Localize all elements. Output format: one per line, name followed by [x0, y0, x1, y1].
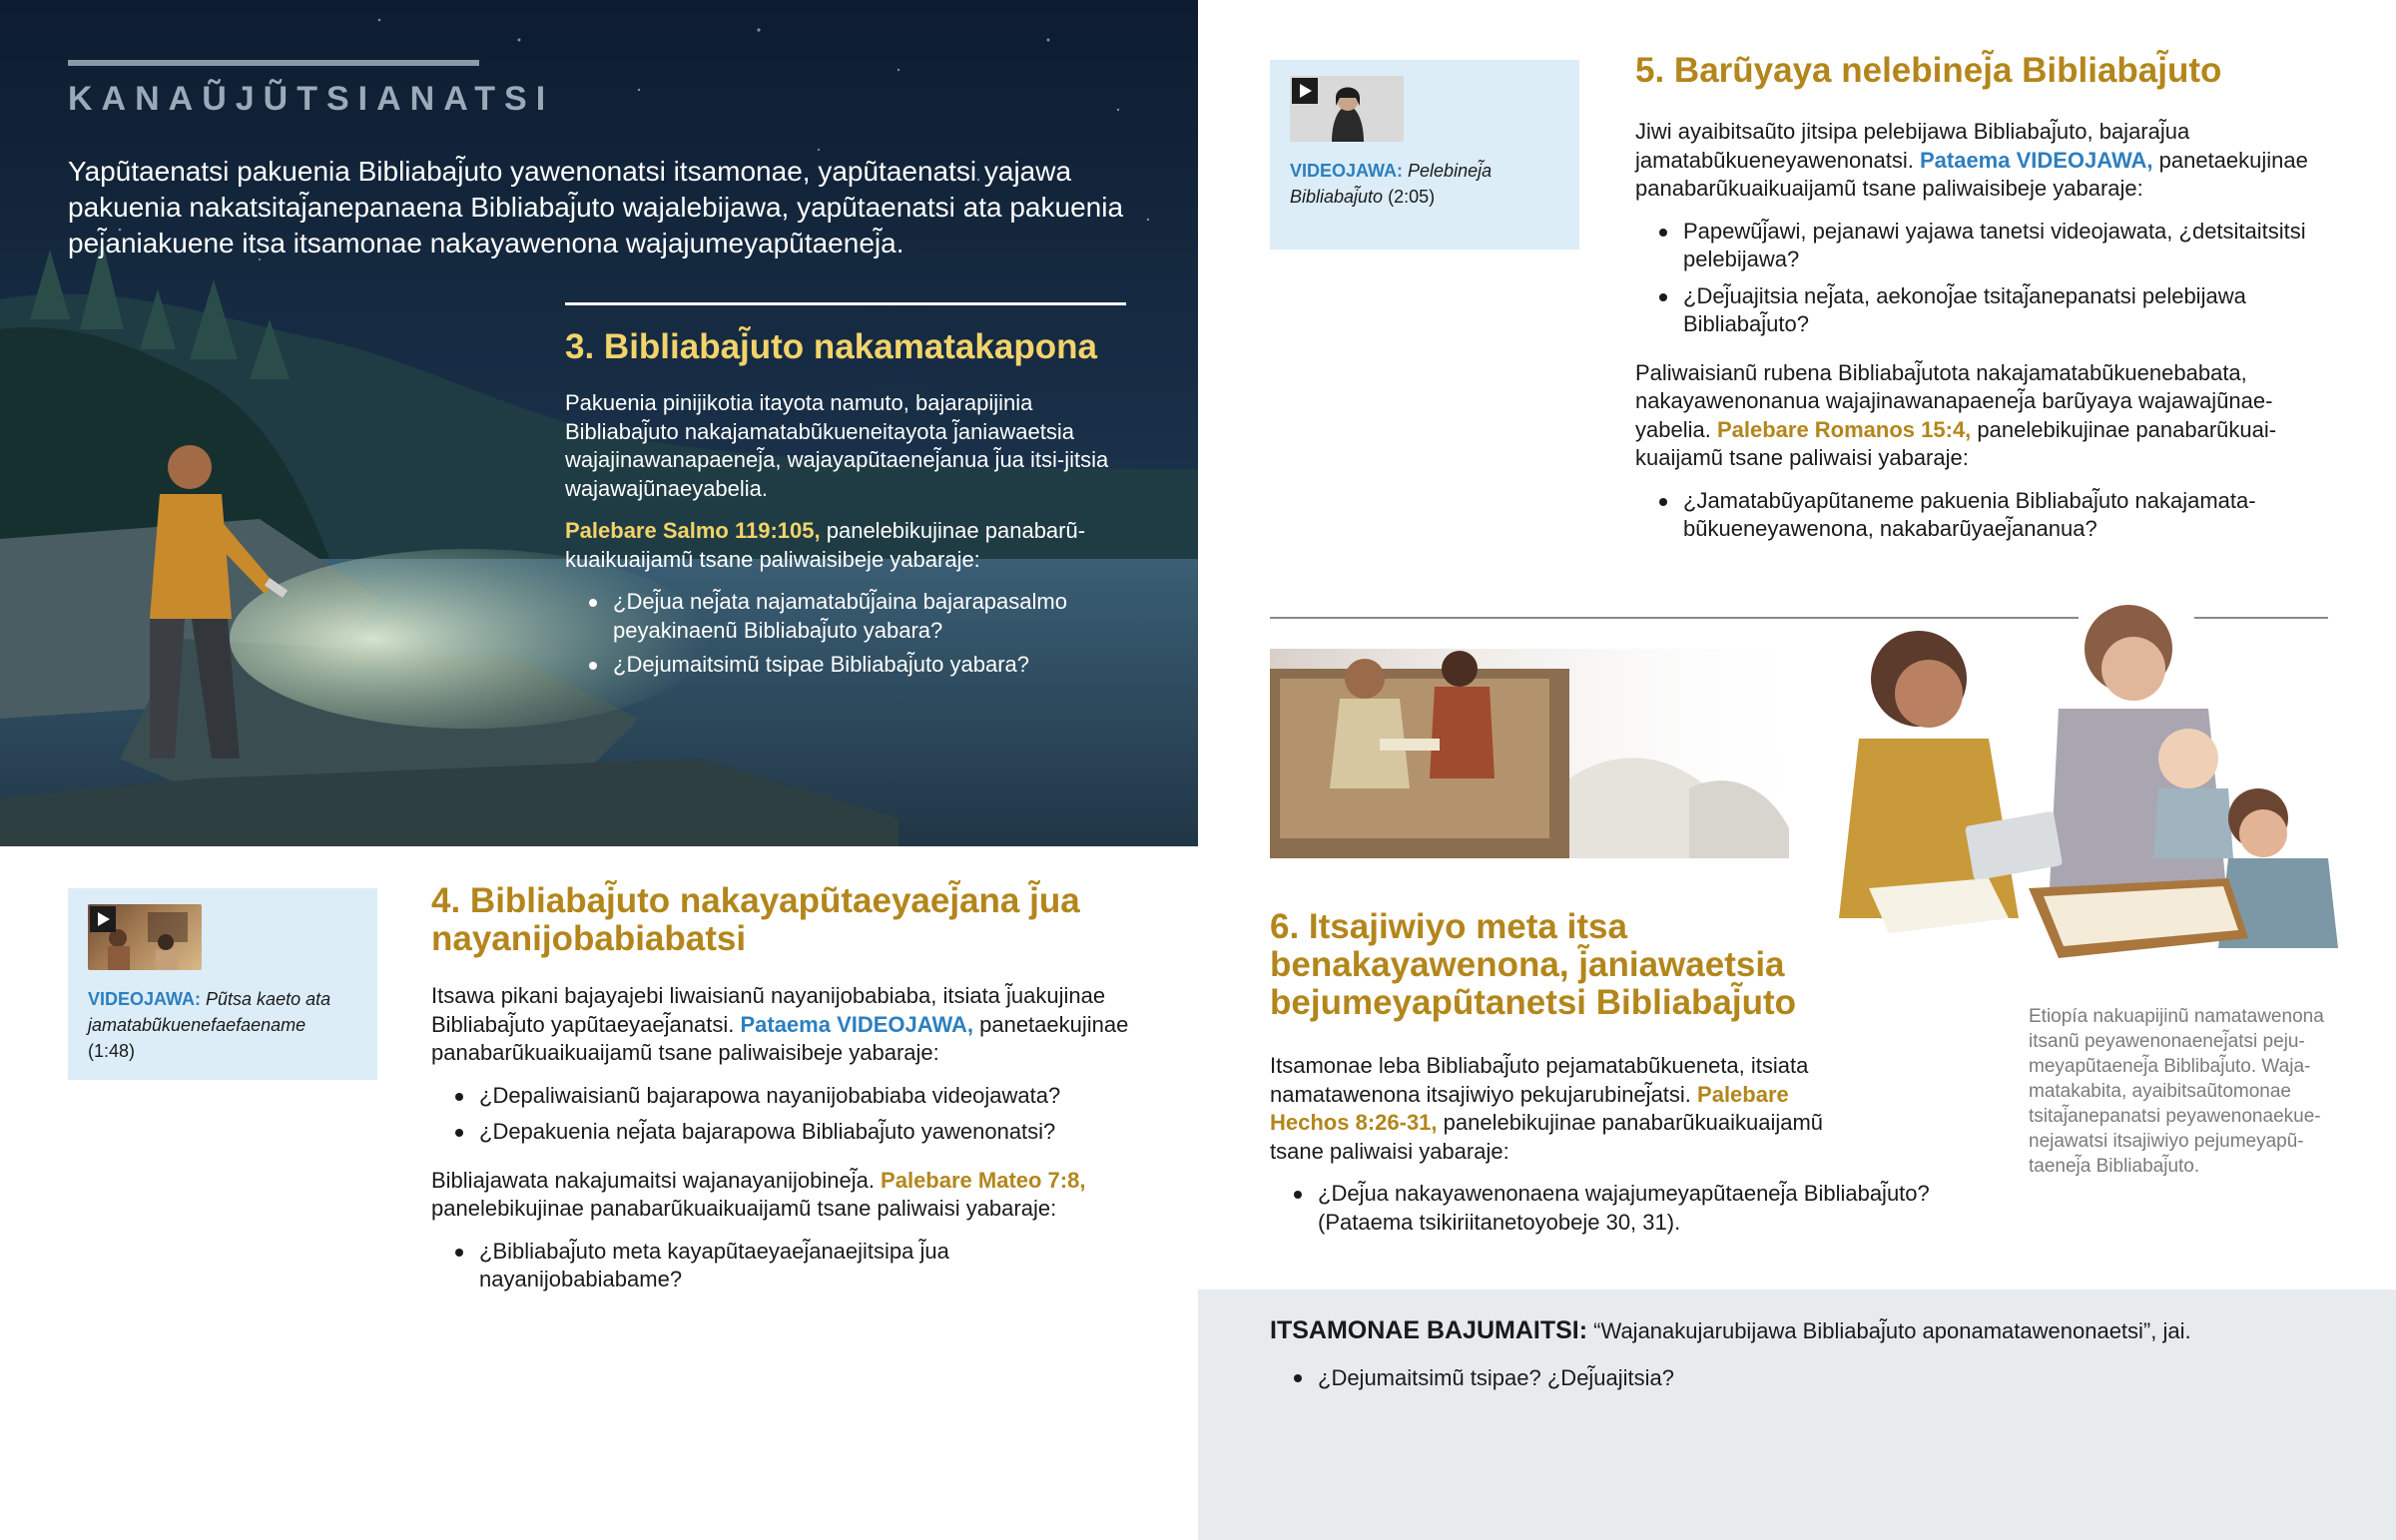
hero-panel [0, 0, 1198, 846]
others-say-row [1270, 1315, 2348, 1346]
video-link[interactable]: Pataema VIDEOJAWA, [1919, 147, 2153, 173]
footer-band [1198, 1289, 2396, 1540]
question-item: ¿Depaliwaisianũ bajarapowa nayanijobabiaba videojawata? [455, 1082, 1130, 1111]
section-4-title: 4. Bibliabaj̃uto nakayapũtaeyaej̃ana j̃ua nayanijobabiabatsi [431, 881, 1080, 958]
section-3-body: Pakuenia pinijikotia itayota namuto, bajarapijinia Bibliabaj̃uto nakajamatabũkueneitayota j̃aniawaetsia wajajinawanapaenej̃a, wajayapũtaenej̃anua j̃ua itsi-jitsia wajawajũnaeyabelia. [565, 390, 1109, 501]
video-thumbnail[interactable] [1290, 76, 1404, 142]
section-4-questions [455, 1082, 1130, 1147]
question-item: ¿Bibliabaj̃uto meta kayapũtaeyaej̃anaejitsipa j̃ua nayanijobabiabame? [455, 1238, 1130, 1294]
section-6 [1270, 908, 1969, 1251]
footer-questions [1294, 1363, 1674, 1393]
header-rule [68, 60, 479, 66]
video-box-section-5[interactable] [1270, 60, 1579, 250]
section-5-questions [1659, 218, 2334, 339]
intro-paragraph: Yapũtaenatsi pakuenia Bibliabaj̃uto yawenonatsi itsamonae, yapũtaenatsi yajawa pakuenia nakatsitaj̃anepanaena Bibliabaj̃uto wajalebijawa, yapũtaenatsi ata pakuenia pej̃aniakuene itsa itsamonae nakayawenona wajajumeyapũtaenej̃a. [68, 156, 1124, 258]
section-5-title: 5. Barũyaya nelebinej̃a Bibliabaj̃uto [1635, 51, 2222, 90]
video-box-section-4[interactable] [68, 888, 377, 1080]
video-link[interactable]: Pataema VIDEOJAWA, [740, 1011, 973, 1037]
video-caption: VIDEOJAWA: Pũtsa kaeto ata jamatabũkuenefaefaename (1:48) [88, 989, 331, 1061]
illustration-caption: Etiopía nakuapijinũ namatawenona itsanũ peyawenonaenej̃atsi peju-meyapũtaenej̃a Biblibaj̃uto. Waja-matakabita, ayaibitsaũtomonae tsitaj̃anepanatsi peyawenonaekue-nejawatsi itsajiwiyo pejumeyapũ-taenej̃a Bibliabaj̃uto. [2029, 1006, 2324, 1177]
scripture-link-romanos[interactable]: Palebare Romanos 15:4, [1716, 416, 1972, 442]
section3-rule [565, 302, 1126, 305]
section-4-body: Itsawa pikani bajayajebi liwaisianũ nayanijobabiaba, itsiata j̃uakujinae Bibliabaj̃uto yapũtaeyaej̃anatsi. Pataema VIDEOJAWA, panetaekujinae panabarũkuaikuaijamũ tsane paliwaisibeje yabaraje: [431, 983, 1129, 1065]
scripture-link-hechos[interactable]: Palebare Hechos 8:26-31, [1270, 1081, 1789, 1135]
question-item: ¿Dej̃ua nakayawenonaena wajajumeyapũtaenej̃a Bibliabaj̃uto? (Pataema tsikiriitanetoyobeje 30, 31). [1294, 1180, 1973, 1237]
others-say-quote: “Wajanakujarubijawa Bibliabaj̃uto aponamatawenonaetsi”, jai. [1587, 1318, 2191, 1343]
video-thumbnail[interactable] [88, 904, 202, 970]
section-3-title: 3. Bibliabaj̃uto nakamatakapona [565, 327, 1097, 366]
question-item: ¿Dej̃ua nej̃ata najamatabũj̃aina bajarapasalmo peyakinaenũ Bibliabaj̃uto yabara? [589, 588, 1124, 645]
section-5-body-2: Paliwaisianũ rubena Bibliabaj̃utota nakajamatabũkuenebabata, nakayawenonanua wajajinawanapaenej̃a barũyaya wajawajũnae-yabelia. Palebare Romanos 15:4, panelebikujinae panabarũkuai-kuaijamũ tsane paliwaisi yabaraje: [1635, 359, 2277, 470]
video-caption: VIDEOJAWA: Pelebinej̃a Bibliabaj̃uto (2:05) [1290, 161, 1493, 207]
section-5 [1635, 52, 2334, 558]
section-3-questions [589, 588, 1124, 680]
section-kicker: KANAŨJŨTSIANATSI [68, 80, 555, 118]
question-item: Papewũj̃awi, pejanawi yajawa tanetsi videojawata, ¿detsitaitsitsi pelebijawa? [1659, 218, 2334, 274]
question-item: ¿Dejumaitsimũ tsipae? ¿Dej̃uajitsia? [1294, 1363, 1674, 1393]
section-4-body-2: Bibliajawata nakajumaitsi wajanayanijobinej̃a. Palebare Mateo 7:8, panelebikujinae panabarũkuaikuaijamũ tsane paliwaisi yabaraje: [431, 1167, 1086, 1221]
section-5-questions-2 [1659, 487, 2334, 544]
play-icon[interactable] [90, 906, 116, 932]
question-item: ¿Dej̃uajitsia nej̃ata, aekonoj̃ae tsitaj̃anepanatsi pelebijawa Bibliabaj̃uto? [1659, 282, 2334, 339]
section-6-questions [1294, 1180, 1973, 1237]
scripture-link-salmo[interactable]: Palebare Salmo 119:105, [565, 518, 821, 543]
question-item: ¿Jamatabũyapũtaneme pakuenia Bibliabaj̃uto nakajamata-bũkueneyawenona, nakabarũyaej̃ananua? [1659, 487, 2334, 544]
section-6-body: Itsamonae leba Bibliabaj̃uto pejamatabũkueneta, itsiata namatawenona itsajiwiyo pekujarubinej̃atsi. Palebare Hechos 8:26-31, panelebikujinae panabarũkuaikuaijamũ tsane paliwaisi yabaraje: [1270, 1053, 1824, 1164]
others-say-label: ITSAMONAE BAJUMAITSI: [1270, 1316, 1588, 1344]
question-item: ¿Dejumaitsimũ tsipae Bibliabaj̃uto yabara? [589, 651, 1124, 680]
section-6-title: 6. Itsajiwiyo meta itsa benakayawenona, j̃aniawaetsia bejumeyapũtanetsi Bibliabaj̃uto [1270, 907, 1797, 1022]
question-item: ¿Depakuenia nej̃ata bajarapowa Bibliabaj̃uto yawenonatsi? [455, 1118, 1130, 1147]
section-3 [565, 327, 1124, 686]
scripture-link-mateo[interactable]: Palebare Mateo 7:8, [881, 1167, 1086, 1193]
family-study-scene [1839, 605, 2338, 958]
section-5-body: Jiwi ayaibitsaũto jitsipa pelebijawa Bibliabaj̃uto, bajaraj̃ua jamatabũkueneyawenonatsi. Pataema VIDEOJAWA, panetaekujinae panabarũkuaikuaijamũ tsane paliwaisibeje yabaraje: [1635, 119, 2308, 201]
section-4-questions-2 [455, 1238, 1130, 1294]
section-3-read-instruction: Palebare Salmo 119:105, panelebikujinae panabarũ-kuaikuaijamũ tsane paliwaisibeje yabaraje: [565, 518, 1086, 572]
play-icon[interactable] [1292, 78, 1318, 104]
section-4 [431, 882, 1130, 1308]
